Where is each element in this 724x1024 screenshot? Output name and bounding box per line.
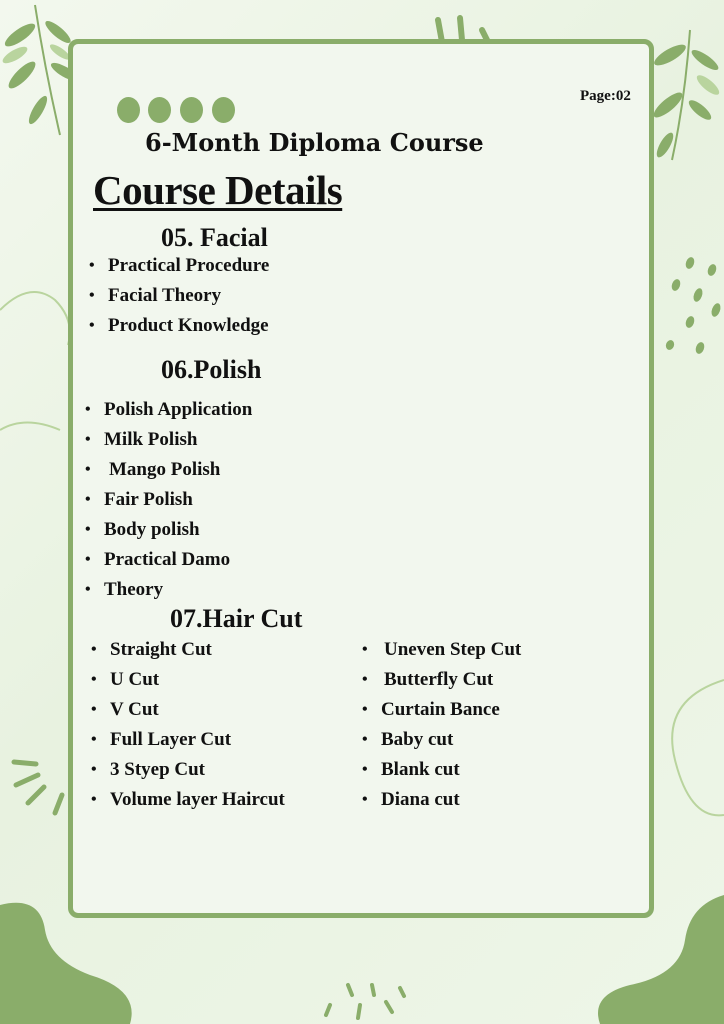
list-item: • Facial Theory [89, 281, 269, 311]
list-item: • Milk Polish [85, 425, 252, 455]
list-item: • 3 Styep Cut [91, 755, 285, 785]
haircut-list-left [91, 635, 285, 815]
list-item: • Polish Application [85, 395, 252, 425]
list-item: • Blank cut [362, 755, 521, 785]
list-item: • Diana cut [362, 785, 521, 815]
list-item: • Mango Polish [85, 455, 252, 485]
course-subtitle: 6-Month Diploma Course [145, 128, 484, 157]
list-item: • Practical Procedure [89, 251, 269, 281]
haircut-list-right [362, 635, 521, 815]
decorative-dot-icon [180, 97, 203, 123]
facial-list [89, 251, 269, 341]
list-item: • Theory [85, 575, 252, 605]
section-heading-facial: 05. Facial [161, 223, 268, 252]
list-item: • Product Knowledge [89, 311, 269, 341]
list-item: • V Cut [91, 695, 285, 725]
list-item: • Uneven Step Cut [362, 635, 521, 665]
list-item: • Butterfly Cut [362, 665, 521, 695]
list-item: • Volume layer Haircut [91, 785, 285, 815]
decorative-dot-icon [148, 97, 171, 123]
list-item: • Body polish [85, 515, 252, 545]
section-heading-polish: 06.Polish [161, 355, 262, 384]
list-item: • Curtain Bance [362, 695, 521, 725]
section-heading-haircut: 07.Hair Cut [170, 604, 303, 633]
list-item: • Straight Cut [91, 635, 285, 665]
page-number: Page:02 [580, 88, 631, 104]
decorative-dot-icon [212, 97, 235, 123]
list-item: • Fair Polish [85, 485, 252, 515]
polish-list [85, 395, 252, 605]
list-item: • U Cut [91, 665, 285, 695]
list-item: • Practical Damo [85, 545, 252, 575]
page-title: Course Details [93, 167, 343, 213]
list-item: • Full Layer Cut [91, 725, 285, 755]
decorative-dot-icon [117, 97, 140, 123]
list-item: • Baby cut [362, 725, 521, 755]
